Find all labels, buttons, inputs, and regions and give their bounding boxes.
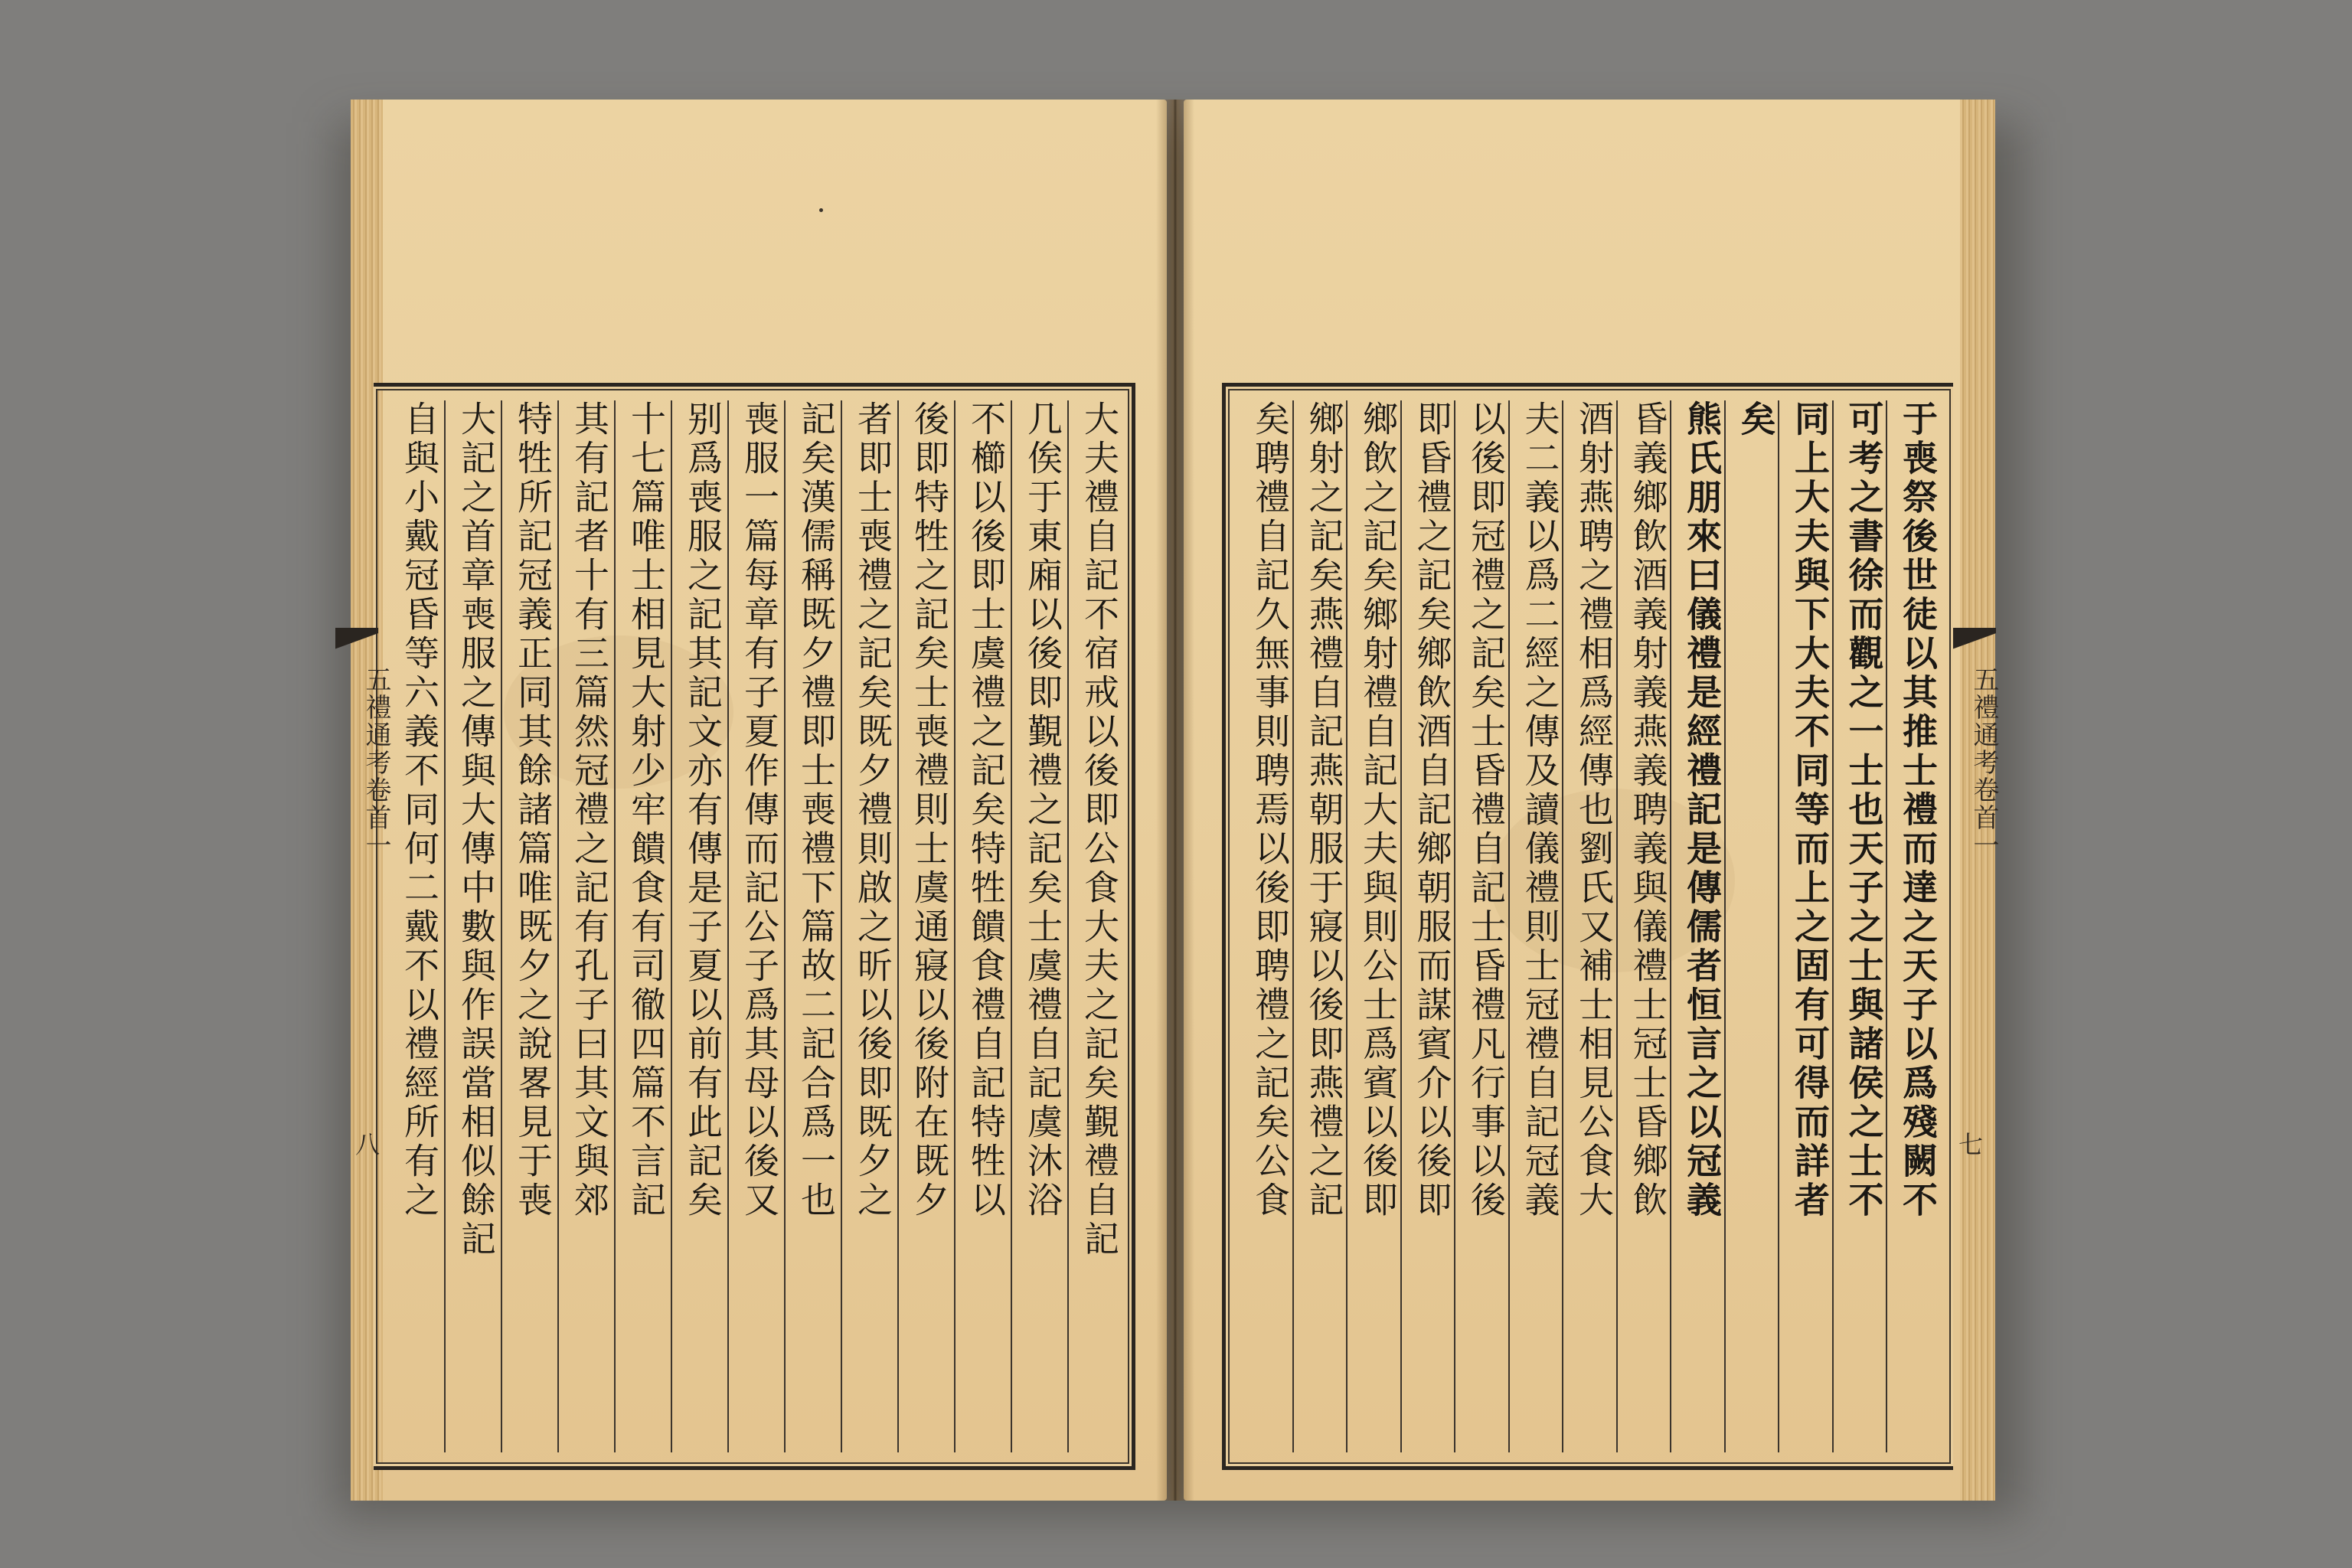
text-column: 其有記者十有三篇然冠禮之記有孔子曰其文與郊 bbox=[557, 400, 608, 1452]
left-page bbox=[351, 100, 1167, 1501]
text-column: 大記之首章喪服之傳與大傳中數與作誤當相似餘記 bbox=[444, 400, 495, 1452]
left-text-columns bbox=[389, 400, 1118, 1452]
right-text-columns bbox=[1240, 400, 1939, 1452]
text-column: 不櫛以後即士虞禮之記矣特牲饋食禮自記特牲以 bbox=[954, 400, 1004, 1452]
text-column: 自與小戴冠昏等六義不同何二戴不以禮經所有之 bbox=[399, 400, 440, 1220]
fishtail-mark bbox=[335, 628, 378, 658]
text-column: 酒射燕聘之禮相爲經傳也劉氏又補士相見公食大 bbox=[1562, 400, 1612, 1452]
ink-dot bbox=[819, 208, 823, 212]
running-title: 五禮通考卷首一 bbox=[1968, 666, 1999, 859]
fishtail-mark bbox=[1953, 628, 1996, 658]
book-gutter bbox=[1156, 100, 1194, 1501]
page-number: 七 bbox=[1958, 1130, 1984, 1159]
text-column: 可考之書徐而觀之一士也天子之士與諸侯之士不 bbox=[1832, 400, 1883, 1452]
text-column: 即昏禮之記矣鄉飲酒自記鄉朝服而謀賓介以後即 bbox=[1400, 400, 1451, 1452]
text-column: 十七篇唯士相見大射少牢饋食有司徹四篇不言記 bbox=[614, 400, 665, 1452]
text-column: 于喪祭後世徒以其推士禮而達之天子以爲殘闕不 bbox=[1886, 400, 1936, 1452]
text-column: 以後即冠禮之記矣士昏禮自記士昏禮凡行事以後 bbox=[1454, 400, 1504, 1452]
page-number: 八 bbox=[355, 1130, 381, 1159]
text-column: 記矣漢儒稱既夕禮即士喪禮下篇故二記合爲一也 bbox=[784, 400, 835, 1452]
right-text-frame bbox=[1222, 383, 1953, 1470]
text-column: 昏義鄉飲酒義射義燕義聘義與儀禮士冠士昏鄉飲 bbox=[1616, 400, 1667, 1452]
text-column: 夫二義以爲二經之傳及讀儀禮則士冠禮自記冠義 bbox=[1508, 400, 1559, 1452]
running-title: 五禮通考卷首一 bbox=[361, 666, 391, 859]
text-column: 後即特牲之記矣士喪禮則士虞通寢以後附在既夕 bbox=[897, 400, 948, 1452]
text-column: 熊氏朋來曰儀禮是經禮記是傳儒者恒言之以冠義 bbox=[1670, 400, 1720, 1452]
text-column: 矣聘禮自記久無事則聘焉以後即聘禮之記矣公食 bbox=[1250, 400, 1291, 1220]
text-column: 大夫禮自記不宿戒以後即公食大夫之記矣覲禮自記 bbox=[1067, 400, 1118, 1452]
text-column: 鄉飲之記矣鄉射禮自記大夫與則公士爲賓以後即 bbox=[1346, 400, 1396, 1452]
text-column: 鄉射之記矣燕禮自記燕朝服于寢以後即燕禮之記 bbox=[1292, 400, 1343, 1452]
left-text-frame bbox=[374, 383, 1135, 1470]
text-column: 喪服一篇每章有子夏作傳而記公子爲其母以後又 bbox=[727, 400, 778, 1452]
text-column: 同上大夫與下大夫不同等而上之固有可得而詳者 bbox=[1778, 400, 1828, 1452]
right-page bbox=[1184, 100, 1999, 1501]
text-column: 别爲喪服之記其記文亦有傳是子夏以前有此記矣 bbox=[671, 400, 721, 1452]
text-column: 者即士喪禮之記矣既夕禮則啟之昕以後即既夕之 bbox=[841, 400, 891, 1452]
text-column: 矣 bbox=[1724, 400, 1775, 1452]
text-column: 几俟于東廂以後即覲禮之記矣士虞禮自記虞沐浴 bbox=[1011, 400, 1061, 1452]
text-column: 特牲所記冠義正同其餘諸篇唯既夕之說畧見于喪 bbox=[501, 400, 551, 1452]
